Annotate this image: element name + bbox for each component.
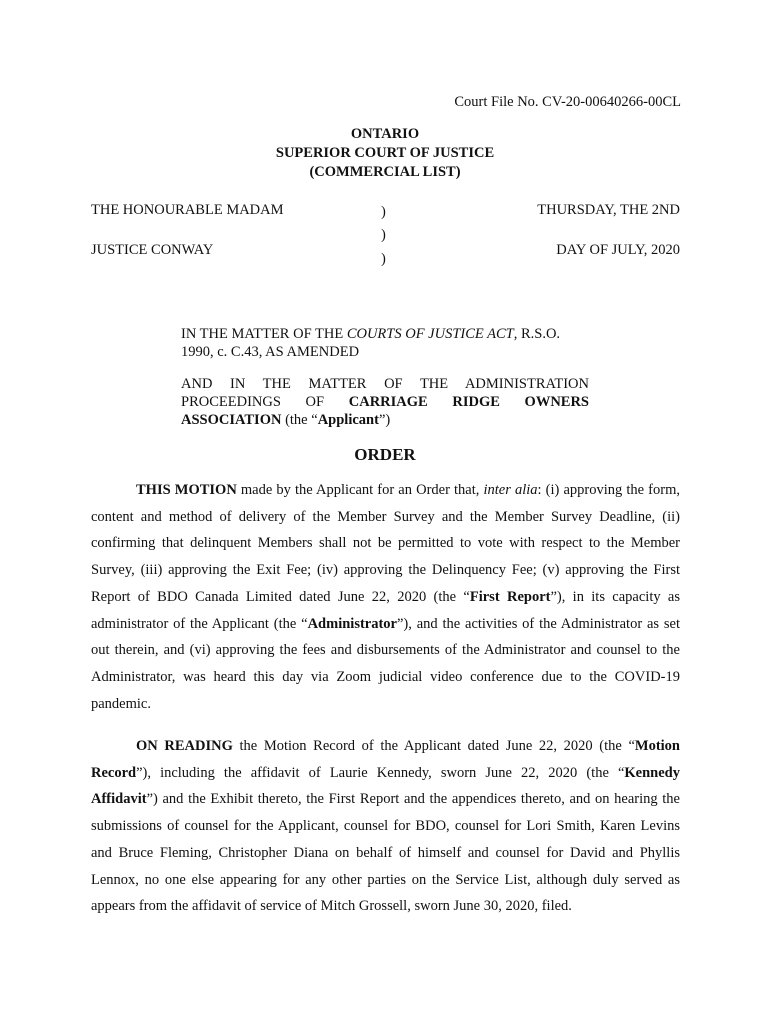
- paragraph-this-motion: THIS MOTION made by the Applicant for an Order that, inter alia: (i) approving the form, content and method of delivery of the Member Survey and the Member Survey Deadline, (ii) confirming that delinquent Members shall not be permitted to vote with respect to the Member Survey, (iii) approving the Exit Fee; (iv) approving the Delinquency Fee; (v) approving the First Report of BDO Canada Limited dated June 22, 2020 (the “First Report”), in its capacity as administrator of the Applicant (the “Administrator”), and the activities of the Administrator as set out therein, and (vi) approving the fees and disbursements of the Administrator and counsel to the Administrator, was heard this day via Zoom judicial video conference due to the COVID-19 pandemic.: [91, 482, 681, 712]
- heading-list: (COMMERCIAL LIST): [309, 164, 461, 180]
- bench-parenthesis-3: ): [381, 251, 386, 267]
- judge-title: THE HONOURABLE MADAM: [91, 202, 284, 218]
- bench-parenthesis-2: ): [381, 227, 386, 243]
- matter-proceedings-line2: PROCEEDINGS OF CARRIAGE RIDGE OWNERS: [181, 394, 589, 410]
- hearing-date-line2: DAY OF JULY, 2020: [556, 242, 680, 258]
- heading-province: ONTARIO: [350, 126, 420, 142]
- bench-parenthesis-1: ): [381, 204, 386, 220]
- document-title: ORDER: [354, 445, 416, 464]
- matter-statute: IN THE MATTER OF THE COURTS OF JUSTICE ACT, R.S.O. 1990, c. C.43, AS AMENDED: [181, 326, 561, 360]
- paragraph-on-reading: ON READING the Motion Record of the Applicant dated June 22, 2020 (the “Motion Record”), including the affidavit of Laurie Kennedy, sworn June 22, 2020 (the “Kennedy Affidavit”) and the Exhibit thereto, the First Report and the appendices thereto, and on hearing the submissions of counsel for the Applicant, counsel for BDO, counsel for Lori Smith, Karen Levins and Bruce Fleming, Christopher Diana on behalf of himself and counsel for David and Phyllis Lennox, no one else appearing for any other parties on the Service List, although duly served as appears from the affidavit of service of Mitch Grossell, sworn June 30, 2020, filed.: [91, 738, 680, 915]
- court-file-number: Court File No. CV-20-00640266-00CL: [454, 94, 681, 110]
- hearing-date-line1: THURSDAY, THE 2ND: [537, 202, 680, 218]
- matter-proceedings-line1: AND IN THE MATTER OF THE ADMINISTRATION: [181, 376, 589, 392]
- heading-court: SUPERIOR COURT OF JUSTICE: [275, 145, 495, 161]
- judge-name: JUSTICE CONWAY: [91, 242, 214, 258]
- matter-proceedings-line3: ASSOCIATION (the “Applicant”): [181, 412, 391, 428]
- matter-proceedings: [181, 375, 589, 429]
